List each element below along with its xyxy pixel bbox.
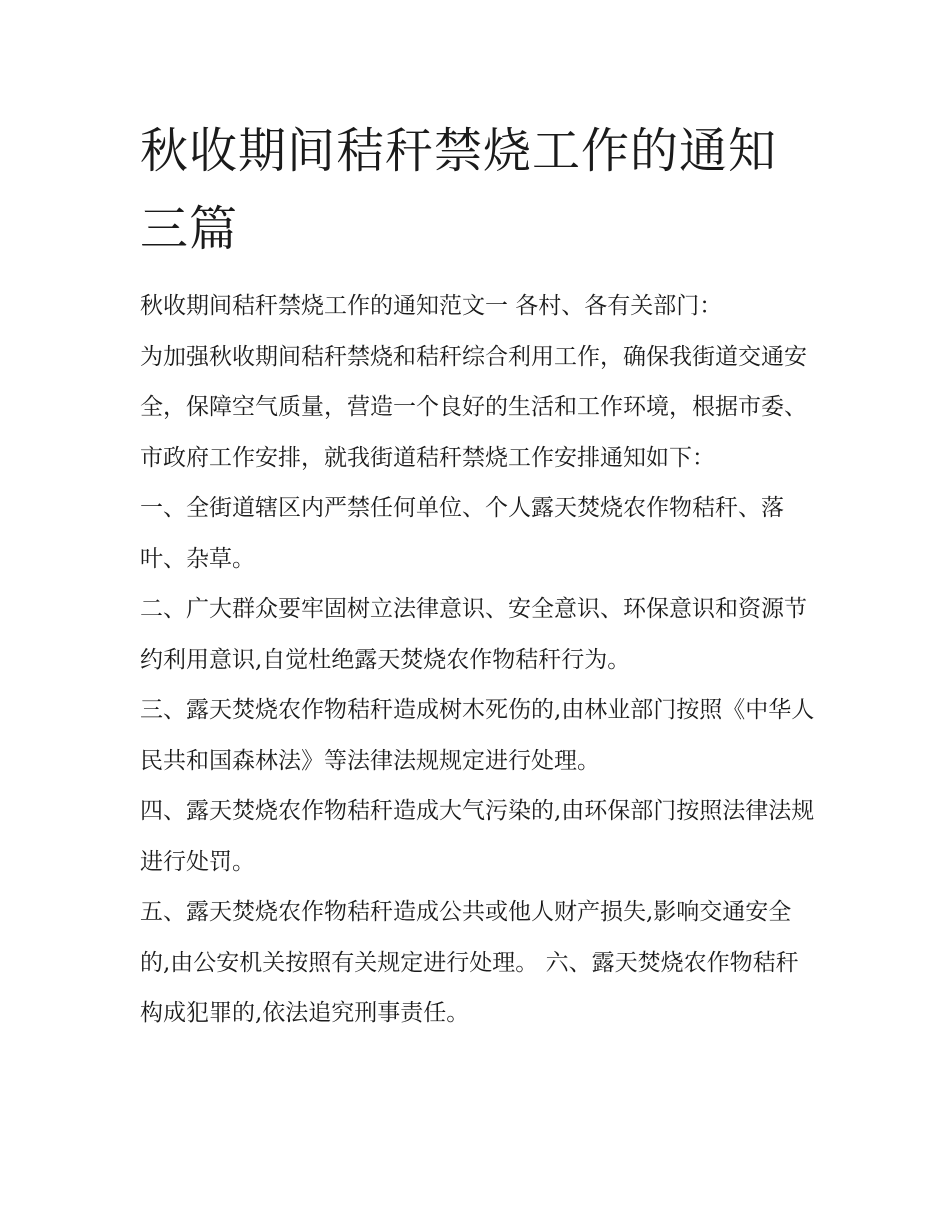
paragraph-intro: 为加强秋收期间秸秆禁烧和秸秆综合利用工作，确保我街道交通安全，保障空气质量，营造一个良好的生活和工作环境，根据市委、市政府工作安排，就我街道秸秆禁烧工作安排通知如下： <box>140 343 807 471</box>
paragraph-salutation: 秋收期间秸秆禁烧工作的通知范文一 各村、各有关部门： <box>140 293 723 319</box>
document-body <box>140 281 815 1039</box>
document-title: 秋收期间秸秆禁烧工作的通知三篇 <box>140 123 778 257</box>
paragraph-item-2: 二、广大群众要牢固树立法律意识、安全意识、环保意识和资源节约利用意识,自觉杜绝露天焚烧农作物秸秆行为。 <box>140 596 807 673</box>
paragraph-item-4: 四、露天焚烧农作物秸秆造成大气污染的,由环保部门按照法律法规进行处罚。 <box>140 798 815 875</box>
paragraph-item-1: 一、全街道辖区内严禁任何单位、个人露天焚烧农作物秸秆、落叶、杂草。 <box>140 495 784 572</box>
paragraph-item-5-6: 五、露天焚烧农作物秸秆造成公共或他人财产损失,影响交通安全的,由公安机关按照有关规定进行处理。 六、露天焚烧农作物秸秆构成犯罪的,依法追究刑事责任。 <box>140 899 799 1026</box>
paragraph-item-3: 三、露天焚烧农作物秸秆造成树木死伤的,由林业部门按照《中华人民共和国森林法》等法律法规规定进行处理。 <box>140 697 815 774</box>
